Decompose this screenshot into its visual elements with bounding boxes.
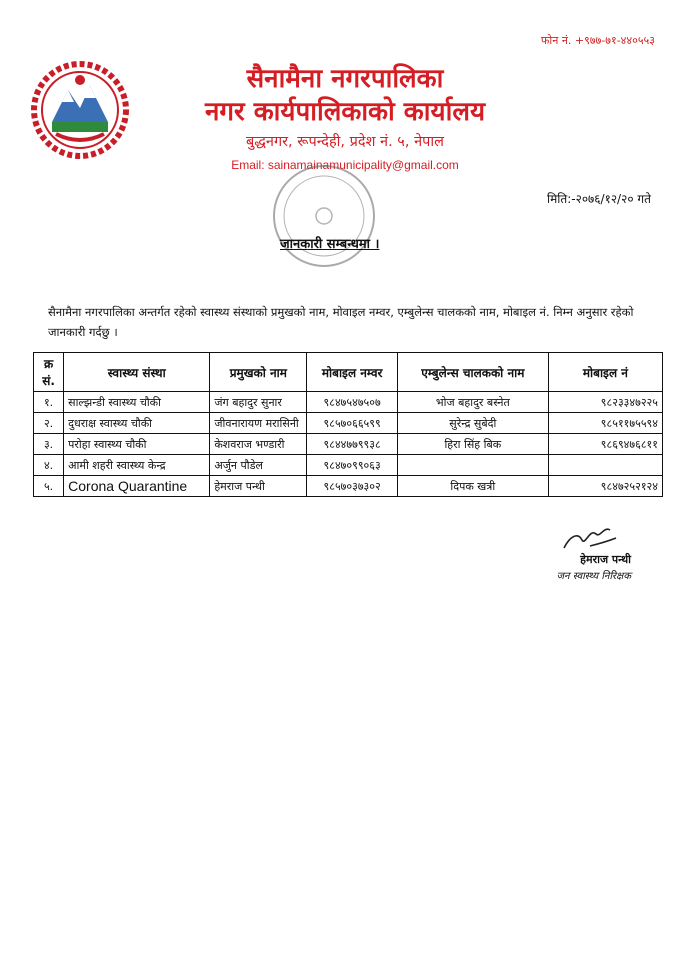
driver-cell: सुरेन्द्र सुबेदी (397, 413, 548, 434)
chief-cell: जंग बहादुर सुनार (210, 392, 307, 413)
serial-cell: ३. (34, 434, 64, 455)
signatory-title: जन स्वास्थ्य निरिक्षक (556, 571, 631, 582)
column-header-driver: एम्बुलेन्स चालकको नाम (397, 353, 548, 392)
column-header-institution: स्वास्थ्य संस्था (64, 353, 210, 392)
office-email: Email: sainamainamunicipality@gmail.com (231, 158, 459, 172)
serial-cell: २. (34, 413, 64, 434)
institution-cell: परोहा स्वास्थ्य चौकी (64, 434, 210, 455)
letter-subject: जानकारी सम्बन्धमा । (280, 237, 380, 252)
driver-mobile-cell: ९८२३३४७२२५ (548, 392, 662, 413)
office-stamp (268, 160, 380, 272)
mobile-cell: ९८४७०९९०६३ (307, 455, 398, 476)
health-institutions-table (33, 352, 663, 497)
institution-cell: साल्झन्डी स्वास्थ्य चौकी (64, 392, 210, 413)
driver-mobile-cell: ९८६९४७६८११ (548, 434, 662, 455)
chief-cell: केशवराज भण्डारी (210, 434, 307, 455)
chief-cell: अर्जुन पौडेल (210, 455, 307, 476)
institution-cell: Corona Quarantine (64, 476, 210, 497)
driver-mobile-cell (548, 455, 662, 476)
serial-cell: १. (34, 392, 64, 413)
table-row (34, 476, 663, 497)
driver-mobile-cell: ९८४७२५२१२४ (548, 476, 662, 497)
serial-cell: ५. (34, 476, 64, 497)
driver-mobile-cell: ९८५११७५५९४ (548, 413, 662, 434)
table-row (34, 413, 663, 434)
table-header-row (34, 353, 663, 392)
column-header-chief: प्रमुखको नाम (210, 353, 307, 392)
phone-number: फोन नं. +९७७-७१-४४०५५३ (540, 34, 655, 47)
letter-body: सैनामैना नगरपालिका अन्तर्गत रहेको स्वास्थ्य संस्थाको प्रमुखको नाम, मोवाइल नम्वर, एम्बुलेन्स चालकको नाम, मोबाइल नं. निम्न अनुसार रहेको जानकारी गर्दछु । (48, 305, 634, 339)
table-row (34, 434, 663, 455)
municipality-name: सैनामैना नगरपालिका (246, 64, 444, 94)
driver-cell (397, 455, 548, 476)
mobile-cell: ९८५७०६६५९९ (307, 413, 398, 434)
mobile-cell: ९८४७५४७५०७ (307, 392, 398, 413)
table-row (34, 392, 663, 413)
signatory-name: हेमराज पन्थी (580, 553, 631, 566)
letter-date: मिति:-२०७६/१२/२० गते (546, 192, 651, 206)
chief-cell: हेमराज पन्थी (210, 476, 307, 497)
institution-cell: दुधराक्ष स्वास्थ्य चौकी (64, 413, 210, 434)
driver-cell: दिपक खत्री (397, 476, 548, 497)
driver-cell: भोज बहादुर बस्नेत (397, 392, 548, 413)
column-header-mobile: मोबाइल नम्वर (307, 353, 398, 392)
serial-cell: ४. (34, 455, 64, 476)
office-address: बुद्धनगर, रूपन्देही, प्रदेश नं. ५, नेपाल (246, 134, 444, 150)
column-header-serial: क्र सं. (34, 353, 64, 392)
chief-cell: जीवनारायण मरासिनी (210, 413, 307, 434)
table-row (34, 455, 663, 476)
driver-cell: हिरा सिंह बिक (397, 434, 548, 455)
mobile-cell: ९८४४७७९९३८ (307, 434, 398, 455)
nepal-emblem-logo (30, 60, 130, 160)
column-header-driver-mobile: मोबाइल नं (548, 353, 662, 392)
institution-cell: आमी शहरी स्वास्थ्य केन्द्र (64, 455, 210, 476)
office-name: नगर कार्यपालिकाको कार्यालय (204, 97, 486, 127)
mobile-cell: ९८५७०३७३०२ (307, 476, 398, 497)
